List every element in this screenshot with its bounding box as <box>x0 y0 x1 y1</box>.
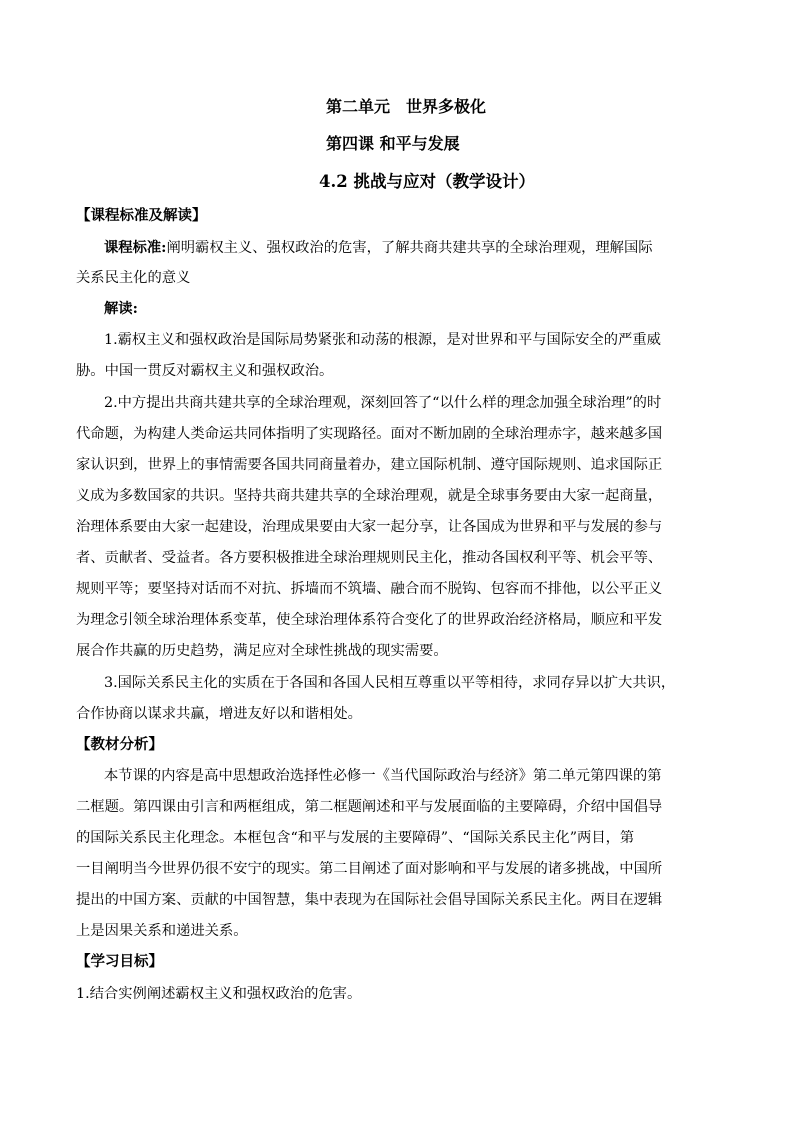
interpret-p2-line-5: 治理体系要由大家一起建设，治理成果要由大家一起分享，让各国成为世界和平与发展的参与 <box>76 519 663 535</box>
interpret-p3-line-2: 合作协商以谋求共赢，增进友好以和谐相处。 <box>76 706 362 722</box>
interpret-p2-line-7: 规则平等；要坚持对话而不对抗、拆墙而不筑墙、融合而不脱钩、包容而不排他，以公平正义 <box>76 581 663 597</box>
standard-text-1: 阐明霸权主义、强权政治的危害，了解共商共建共享的全球治理观，理解国际 <box>166 240 653 256</box>
lesson-title: 第四课 和平与发展 <box>326 134 460 153</box>
interpret-label-line <box>104 299 138 319</box>
interpret-p2-line-9: 展合作共赢的历史趋势，满足应对全球性挑战的现实需要。 <box>76 643 448 659</box>
analysis-line-2: 二框题。第四课由引言和两框组成，第二框题阐述和平与发展面临的主要障碍，介绍中国倡导 <box>76 799 663 815</box>
objective-item-1: 1.结合实例阐述霸权主义和强权政治的危害。 <box>76 986 362 1002</box>
standard-heading: 【课程标准及解读】 <box>76 207 207 224</box>
standard-label: 课程标准: <box>104 240 167 256</box>
interpret-p1-line-2: 胁。中国一贯反对霸权主义和强权政治。 <box>76 363 334 379</box>
section-title: 4.2 挑战与应对（教学设计） <box>319 172 535 191</box>
interpret-p3-line-1: 3.国际关系民主化的实质在于各国和各国人民相互尊重以平等相待，求同存异以扩大共识， <box>104 675 676 691</box>
interpret-p2-line-2: 代命题，为构建人类命运共同体指明了实现路径。面对不断加剧的全球治理赤字，越来越多国 <box>76 426 663 442</box>
interpret-p2-line-6: 者、贡献者、受益者。各方要积极推进全球治理规则民主化，推动各国权利平等、机会平等、 <box>76 550 663 566</box>
analysis-line-6: 上是因果关系和递进关系。 <box>76 923 248 939</box>
analysis-line-4: 一目阐明当今世界仍很不安宁的现实。第二目阐述了面对影响和平与发展的诸多挑战，中国所 <box>76 861 663 877</box>
interpret-p1-line-1: 1.霸权主义和强权政治是国际局势紧张和动荡的根源，是对世界和平与国际安全的严重威 <box>104 332 661 348</box>
analysis-line-5: 提出的中国方案、贡献的中国智慧，集中表现为在国际社会倡导国际关系民主化。两目在逻辑 <box>76 892 663 908</box>
interpret-p2-line-3: 家认识到，世界上的事情需要各国共同商量着办，建立国际机制、遵守国际规则、追求国际正 <box>76 457 663 473</box>
interpret-p2-line-8: 为理念引领全球治理体系变革，使全球治理体系符合变化了的世界政治经济格局，顺应和平发 <box>76 612 663 628</box>
interpret-p2-line-4: 义成为多数国家的共识。坚持共商共建共享的全球治理观，就是全球事务要由大家一起商量， <box>76 488 663 504</box>
unit-title: 第二单元 世界多极化 <box>326 97 487 116</box>
analysis-line-1: 本节课的内容是高中思想政治选择性必修一《当代国际政治与经济》第二单元第四课的第 <box>104 768 662 784</box>
analysis-line-3: 的国际关系民主化理念。本框包含“和平与发展的主要障碍”、“国际关系民主化”两目，第 <box>76 830 635 846</box>
standard-line-1 <box>104 238 653 258</box>
analysis-heading: 【教材分析】 <box>76 736 163 753</box>
standard-text-2: 关系民主化的意义 <box>76 270 191 286</box>
interpret-p2-line-1: 2.中方提出共商共建共享的全球治理观，深刻回答了“以什么样的理念加强全球治理”的时 <box>104 395 662 411</box>
interpret-label: 解读: <box>104 301 138 317</box>
objectives-heading: 【学习目标】 <box>76 953 163 970</box>
